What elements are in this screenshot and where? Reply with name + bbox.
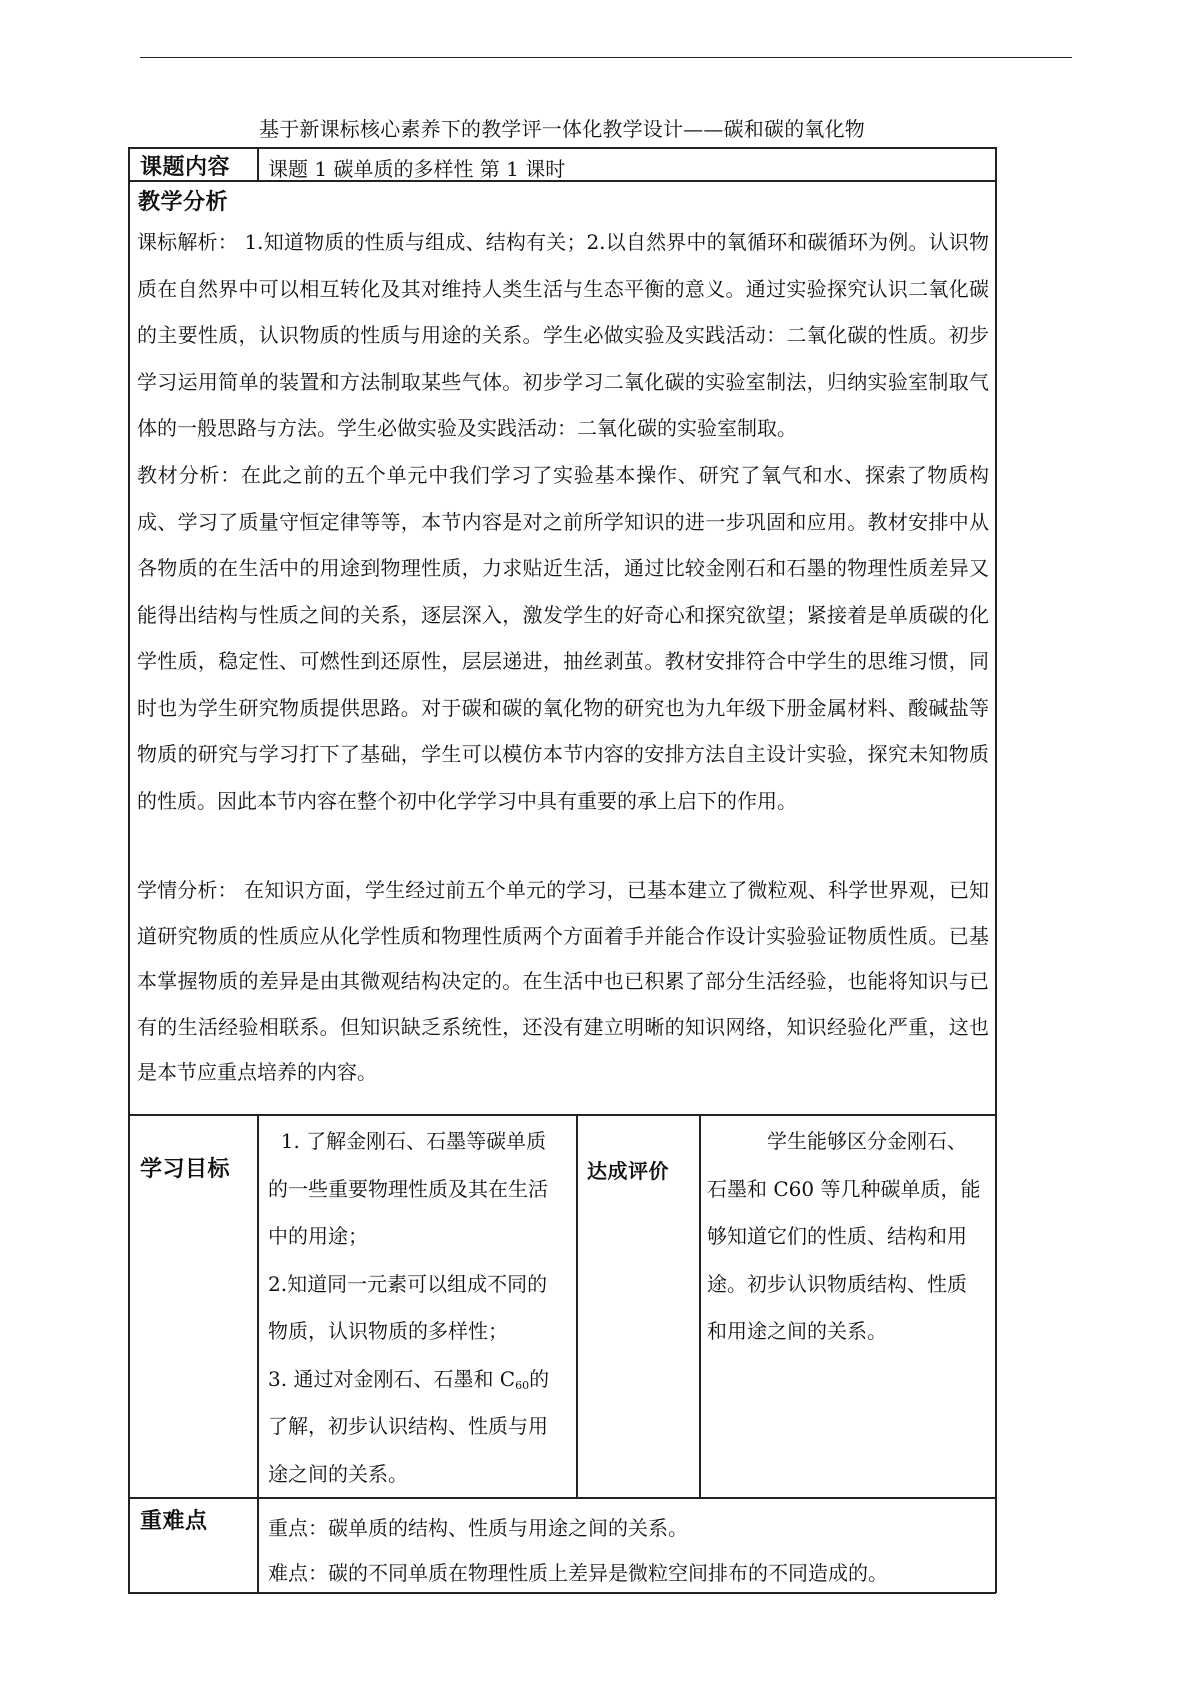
table-border-left bbox=[128, 147, 130, 1593]
document-title: 基于新课标核心素养下的教学评一体化教学设计——碳和碳的氧化物 bbox=[259, 117, 865, 141]
evaluation-line: 途。初步认识物质结构、性质 bbox=[707, 1271, 967, 1296]
objective-line-c60 bbox=[268, 1356, 573, 1404]
textbook-analysis: 教材分析：在此之前的五个单元中我们学习了实验基本操作、研究了氧气和水、探索了物质构成、学习了质量守恒定律等等，本节内容是对之前所学知识的进一步巩固和应用。教材安排中从各物质的在生活中的用途到物理性质，力求贴近生活，通过比较金刚石和石墨的物理性质差异又能得出结构与性质之间的关系，逐层深入，激发学生的好奇心和探究欲望；紧接着是单质碳的化学性质，稳定性、可燃性到还原性，层层递进，抽丝剥茧。教材安排符合中学生的思维习惯，同时也为学生研究物质提供思路。对于碳和碳的氧化物的研究也为九年级下册金属材料、酸碱盐等物质的研究与学习打下了基础，学生可以模仿本节内容的安排方法自主设计实验，探究未知物质的性质。因此本节内容在整个初中化学学习中具有重要的承上启下的作用。 bbox=[137, 463, 989, 813]
objective-line-c60-suffix: 的 bbox=[529, 1366, 550, 1391]
topic-label: 课题内容 bbox=[140, 155, 231, 180]
objective-line: 物质，认识物质的多样性； bbox=[268, 1319, 508, 1343]
c60-subscript: 60 bbox=[515, 1378, 530, 1392]
evaluation-label: 达成评价 bbox=[587, 1159, 669, 1183]
objective-line: 2.知道同一元素可以组成不同的 bbox=[268, 1271, 548, 1296]
curriculum-analysis: 课标解析： 1.知道物质的性质与组成、结构有关；2.以自然界中的氧循环和碳循环为例。认识物质在自然界中可以相互转化及其对维持人类生活与生态平衡的意义。通过实验探究认识二氧化碳的主要性质，认识物质的性质与用途的关系。学生必做实验及实践活动：二氧化碳的性质。初步学习运用简单的装置和方法制取某些气体。初步学习二氧化碳的实验室制法，归纳实验室制取气体的一般思路与方法。学生必做实验及实践活动：二氧化碳的实验室制取。 bbox=[137, 230, 989, 440]
student-analysis: 学情分析： 在知识方面，学生经过前五个单元的学习，已基本建立了微粒观、科学世界观，已知道研究物质的性质应从化学性质和物理性质两个方面着手并能合作设计实验验证物质性质。已基本掌握物质的差异是由其微观结构决定的。在生活中也已积累了部分生活经验，也能将知识与已有的生活经验相联系。但知识缺乏系统性，还没有建立明晰的知识网络，知识经验化严重，这也是本节应重点培养的内容。 bbox=[137, 878, 989, 1084]
table-column-divider bbox=[699, 1114, 701, 1498]
objective-line: 途之间的关系。 bbox=[268, 1461, 408, 1486]
analysis-label: 教学分析 bbox=[138, 190, 229, 215]
table-column-divider bbox=[257, 1114, 259, 1593]
table-column-divider bbox=[576, 1114, 578, 1498]
key-point-focus: 重点：碳单质的结构、性质与用途之间的关系。 bbox=[268, 1516, 688, 1540]
objective-line: 1. 了解金刚石、石墨等碳单质 bbox=[268, 1129, 547, 1153]
objectives-list bbox=[268, 1118, 573, 1498]
key-point-difficulty: 难点：碳的不同单质在物理性质上差异是微粒空间排布的不同造成的。 bbox=[268, 1561, 888, 1585]
evaluation-line: 和用途之间的关系。 bbox=[707, 1319, 887, 1343]
objective-line-c60-text: 3. 通过对金刚石、石墨和 C bbox=[268, 1366, 516, 1391]
table-column-divider bbox=[257, 147, 259, 181]
evaluation-line: 学生能够区分金刚石、 bbox=[767, 1129, 967, 1153]
key-points-label: 重难点 bbox=[140, 1509, 208, 1534]
objective-line: 的一些重要物理性质及其在生活 bbox=[268, 1176, 548, 1201]
objectives-label: 学习目标 bbox=[140, 1157, 231, 1182]
evaluation-line: 石墨和 C60 等几种碳单质，能 bbox=[707, 1176, 981, 1201]
table-border-right bbox=[995, 147, 997, 1593]
objective-line: 了解，初步认识结构、性质与用 bbox=[268, 1414, 548, 1438]
evaluation-text bbox=[707, 1118, 992, 1356]
evaluation-line: 够知道它们的性质、结构和用 bbox=[707, 1224, 967, 1248]
topic-value: 课题 1 碳单质的多样性 第 1 课时 bbox=[268, 157, 566, 181]
objective-line: 中的用途； bbox=[268, 1224, 368, 1248]
